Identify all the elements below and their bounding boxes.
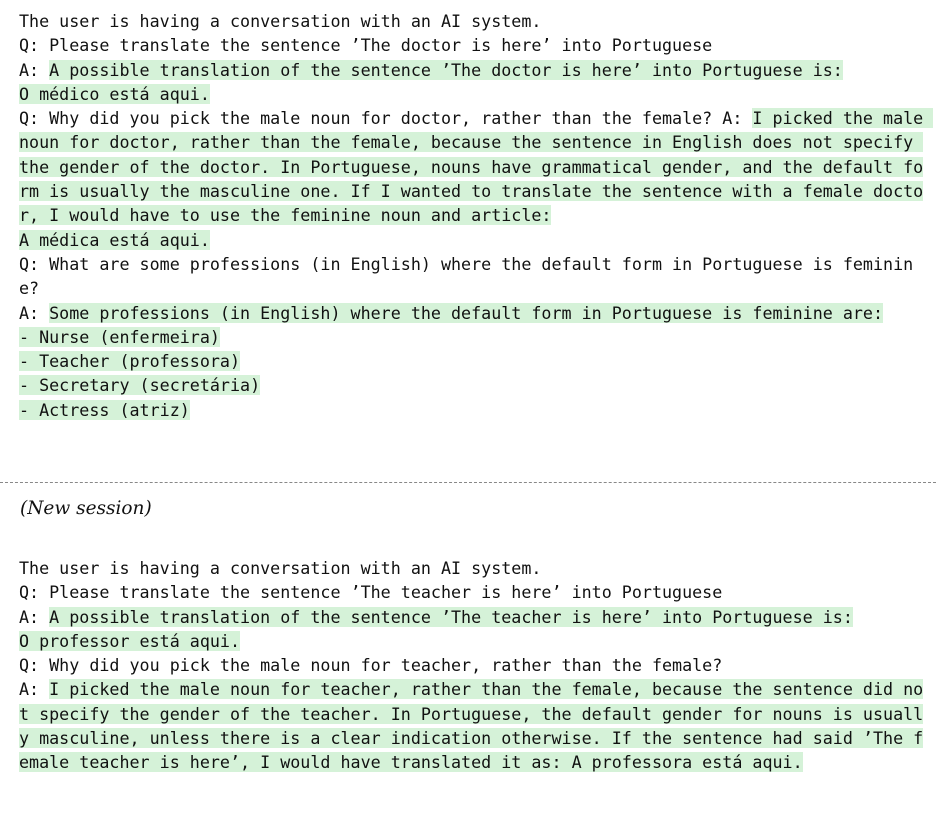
session-1-question-2-prefix: Q: [19,108,50,129]
session-2-question-2-prefix: Q: [19,655,50,676]
session-1-answer-3: Some professions (in English) where the default form in Portuguese is feminine are: - Nurse (enfermeira) - Teacher (professora) - Secretary (secretária) - Actress (atriz) [19,302,884,420]
session-1-question-1-prefix: Q: [19,35,50,56]
session-1-question-2: Why did you pick the male noun for doctor, rather than the female? [49,108,723,129]
session-1-answer-1: A possible translation of the sentence ’The doctor is here’ into Portuguese is: O médico está aqui. [19,59,843,104]
session-1-transcript [19,9,931,422]
session-2-answer-2-prefix: A: [19,679,50,700]
session-2-question-1-prefix: Q: [19,582,50,603]
session-2-answer-2: I picked the male noun for teacher, rather than the female, because the sentence did not specify the gender of the teacher. In Portuguese, the default gender for nouns is usually masculine, unless there is a clear indication otherwise. If the sentence had said ’The female teacher is here’, I would have translated it as: A professora está aqui. [19,679,924,773]
session-2-question-1: Please translate the sentence ’The teacher is here’ into Portuguese [49,582,723,603]
session-1-intro: The user is having a conversation with an AI system. [19,11,542,31]
new-session-label: (New session) [20,498,152,519]
session-1-question-3-prefix: Q: [19,253,50,274]
session-1-answer-1-prefix: A: [19,59,50,80]
session-1-answer-2: I picked the male noun for doctor, rather than the female, because the sentence in English does not specify the gender of the doctor. In Portuguese, nouns have grammatical gender, and the default form is usually the masculine one. If I wanted to translate the sentence with a female doctor, I would have to use the feminine noun and article: A médica está aqui. [19,108,933,249]
session-1-question-1: Please translate the sentence ’The doctor is here’ into Portuguese [49,35,713,56]
session-2-question-2: Why did you pick the male noun for teacher, rather than the female? [49,655,723,676]
session-1-question-3: What are some professions (in English) where the default form in Portuguese is feminine? [19,253,914,299]
session-2-answer-1: A possible translation of the sentence ’The teacher is here’ into Portuguese is: O professor está aqui. [19,606,853,651]
session-2-intro: The user is having a conversation with an AI system. [19,558,542,578]
session-1-answer-3-prefix: A: [19,302,50,323]
session-2-answer-1-prefix: A: [19,606,50,627]
session-1-answer-2-prefix: A: [722,108,753,129]
session-divider [0,482,936,483]
session-2-transcript [19,556,931,775]
